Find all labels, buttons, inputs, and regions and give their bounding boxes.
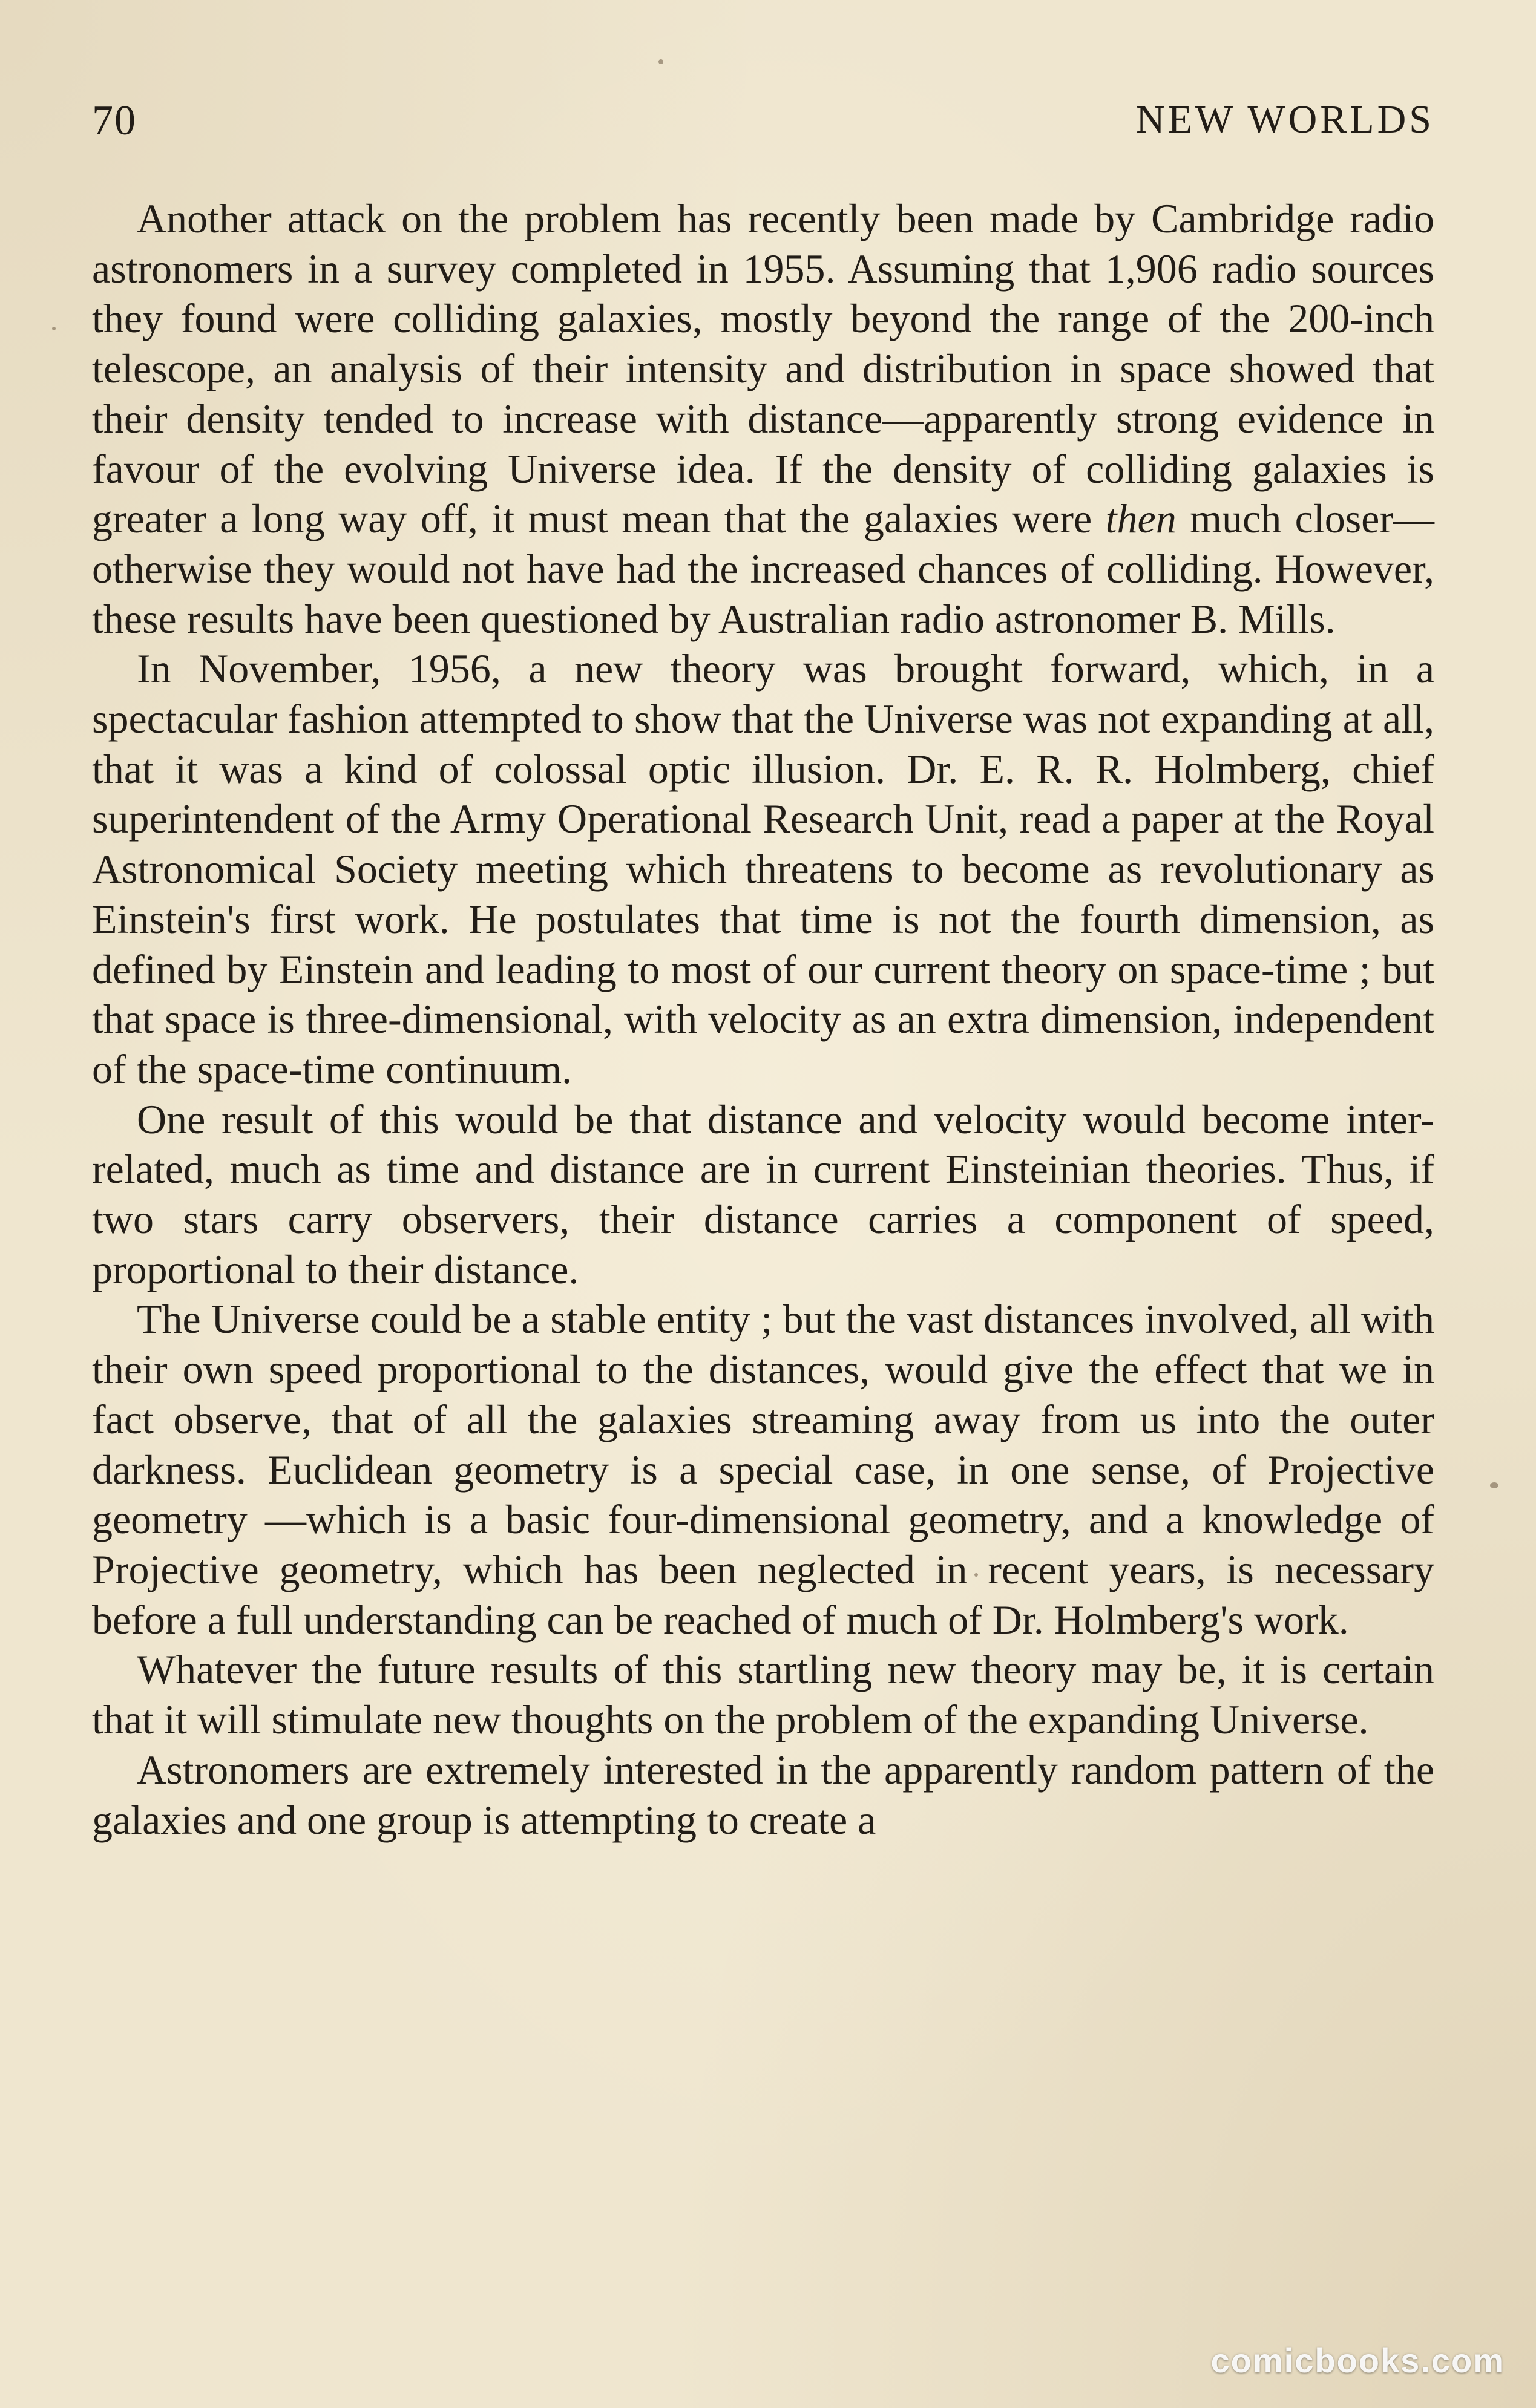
- paragraph: One result of this would be that distance and velocity would become inter-related, much as time and distance are in current Einsteinian theories. Thus, if two stars carry observers, their distance carries a component of speed, proportional to their distance.: [92, 1096, 1434, 1292]
- paragraph: Whatever the future results of this startling new theory may be, it is certain that it will stimulate new thoughts on the problem of the expanding Universe.: [92, 1646, 1434, 1743]
- paper-speck: [1490, 1482, 1498, 1488]
- italic-word: then: [1105, 496, 1177, 542]
- paper-speck: [658, 59, 663, 64]
- paper-speck: [52, 327, 56, 330]
- paragraph: Astronomers are extremely interested in the apparently random pattern of the galaxies and one group is attempting to create a: [92, 1746, 1434, 1843]
- paragraph-text: Another attack on the problem has recently been made by Cambridge radio astronomers in a survey completed in 1955. Assuming that 1,906 radio sources they found were colliding galaxies, mostly beyond the range of the 200-inch telescope, an analysis of their intensity and distribution in space showed that their density tended to increase with distance—apparently strong evidence in favour of the evolving Universe idea. If the density of colliding galaxies is greater a long way off, it must mean that the galaxies were: [92, 195, 1434, 542]
- page-number: 70: [92, 97, 137, 144]
- paragraph: [92, 194, 1434, 644]
- site-watermark: comicbooks.com: [1210, 2341, 1505, 2380]
- article-body: [92, 194, 1434, 1845]
- paragraph: In November, 1956, a new theory was brought forward, which, in a spectacular fashion attempted to show that the Universe was not expanding at all, that it was a kind of colossal optic illusion. Dr. E. R. R. Holmberg, chief superintendent of the Army Operational Research Unit, read a paper at the Royal Astronomical Society meeting which threatens to become as revolutionary as Einstein's first work. He postulates that time is not the fourth dimension, as defined by Einstein and leading to most of our current theory on space-time ; but that space is three-dimensional, with velocity as an extra dimension, independent of the space-time continuum.: [92, 646, 1434, 1092]
- paragraph-text-continued: much closer—otherwise they would not have had the increased chances of colliding. However, these results have been questioned by Australian radio astronomer B. Mills.: [92, 496, 1435, 642]
- running-title: NEW WORLDS: [1135, 97, 1434, 142]
- paragraph: The Universe could be a stable entity ; but the vast distances involved, all with their own speed proportional to the distances, would give the effect that we in fact observe, that of all the galaxies streaming away from us into the outer darkness. Euclidean geometry is a special case, in one sense, of Projective geometry —which is a basic four-dimensional geometry, and a knowledge of Projective geometry, which has been neglected in recent years, is necessary before a full understanding can be reached of much of Dr. Holmberg's work.: [92, 1296, 1434, 1643]
- running-head: [92, 97, 1434, 151]
